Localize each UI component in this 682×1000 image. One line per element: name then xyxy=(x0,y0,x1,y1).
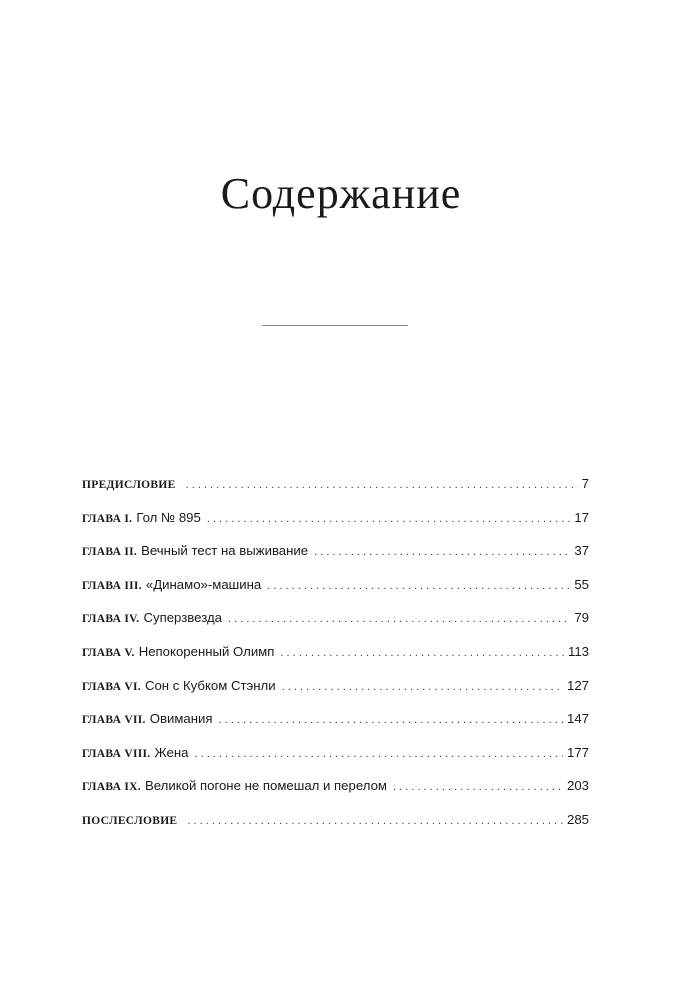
toc-page-number: 17 xyxy=(574,509,589,525)
toc-entry-chapter-2[interactable] xyxy=(82,543,589,577)
toc-title: Непокоренный Олимп xyxy=(138,643,275,659)
toc-page-number: 177 xyxy=(566,744,589,760)
toc-label: ГЛАВА VIII. xyxy=(82,747,151,760)
page-title: Содержание xyxy=(220,169,462,218)
toc-leader-dots xyxy=(207,513,571,525)
toc-title: Великой погоне не помешал и перелом xyxy=(144,778,387,794)
toc-leader-dots xyxy=(187,815,563,827)
toc-title: Сон с Кубком Стэнли xyxy=(144,677,276,693)
toc-label: ГЛАВА VII. xyxy=(82,714,146,727)
toc-entry-chapter-4[interactable] xyxy=(82,610,589,644)
toc-label: ГЛАВА V. xyxy=(82,646,135,659)
toc-page-number: 113 xyxy=(567,643,589,659)
toc-leader-dots xyxy=(314,546,570,558)
toc-leader-dots xyxy=(194,748,563,760)
title-divider xyxy=(262,325,408,326)
toc-leader-dots xyxy=(186,479,578,491)
toc-entry-preface[interactable] xyxy=(82,476,589,510)
toc-entry-chapter-9[interactable] xyxy=(82,778,589,812)
toc-leader-dots xyxy=(267,580,570,592)
toc-label: ПРЕДИСЛОВИЕ xyxy=(82,479,176,491)
toc-entry-chapter-7[interactable] xyxy=(82,711,589,745)
toc-label: ГЛАВА IV. xyxy=(82,613,140,626)
toc-title: Овимания xyxy=(149,711,213,727)
toc-page-number: 285 xyxy=(566,811,589,827)
toc-title: Гол № 895 xyxy=(136,509,201,525)
toc-title: Вечный тест на выживание xyxy=(141,543,309,559)
toc-page-number: 55 xyxy=(574,576,589,592)
toc-page-number: 37 xyxy=(574,543,589,559)
toc-entry-chapter-5[interactable] xyxy=(82,644,589,678)
toc-title: «Динамо»-машина xyxy=(145,576,262,592)
toc-page-number: 127 xyxy=(566,677,589,693)
toc-leader-dots xyxy=(393,781,563,793)
toc-label: ГЛАВА I. xyxy=(82,512,133,525)
toc-title: Жена xyxy=(154,744,189,760)
toc-label: ГЛАВА IX. xyxy=(82,781,141,794)
toc-entry-chapter-8[interactable] xyxy=(82,745,589,779)
toc-entry-chapter-3[interactable] xyxy=(82,577,589,611)
toc-leader-dots xyxy=(280,647,564,659)
toc-title: Суперзвезда xyxy=(143,610,222,626)
toc-page-number: 147 xyxy=(566,711,589,727)
toc-page-number: 7 xyxy=(581,476,589,491)
toc-entry-chapter-6[interactable] xyxy=(82,678,589,712)
toc-label: ГЛАВА II. xyxy=(82,546,138,559)
toc-leader-dots xyxy=(219,714,563,726)
toc-entry-afterword[interactable] xyxy=(82,812,589,846)
toc-label: ПОСЛЕСЛОВИЕ xyxy=(82,814,178,827)
toc-page-number: 203 xyxy=(566,778,589,794)
toc-leader-dots xyxy=(282,681,563,693)
table-of-contents xyxy=(82,476,589,846)
toc-page-number: 79 xyxy=(574,610,589,626)
toc-label: ГЛАВА VI. xyxy=(82,680,141,693)
toc-entry-chapter-1[interactable] xyxy=(82,510,589,544)
toc-label: ГЛАВА III. xyxy=(82,579,142,592)
toc-leader-dots xyxy=(228,613,570,625)
